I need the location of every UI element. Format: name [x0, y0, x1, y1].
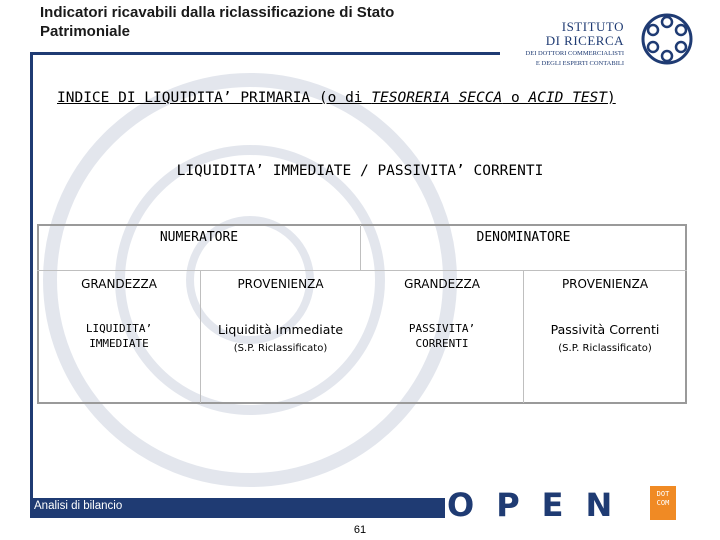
den-grandezza-line1: PASSIVITA’ — [408, 322, 476, 335]
num-provenienza-sub: (S.P. Riclassificato) — [233, 343, 328, 354]
badge-line1: DOT — [656, 490, 670, 498]
logo-line3: DEI DOTTORI COMMERCIALISTI — [525, 50, 624, 57]
column-header-grandezza-den: GRANDEZZA — [404, 277, 480, 291]
index-title-em2: ACID TEST — [528, 90, 608, 106]
index-title-em1: TESORERIA SECCA — [371, 90, 503, 106]
denominatore-header: DENOMINATORE — [476, 230, 571, 245]
institute-logo-text — [500, 20, 624, 68]
num-grandezza-line1: LIQUIDITA’ — [85, 322, 153, 335]
footer-label: Analisi di bilancio — [34, 500, 123, 512]
numeratore-header: NUMERATORE — [159, 230, 239, 245]
badge-line2: COM — [656, 499, 670, 507]
den-grandezza-line2: CORRENTI — [415, 337, 469, 350]
dot-com-badge-text — [650, 490, 676, 508]
logo-line1: ISTITUTO — [561, 19, 624, 34]
logo-line4: E DEGLI ESPERTI CONTABILI — [535, 60, 624, 67]
index-title-part1: INDICE DI LIQUIDITA’ PRIMARIA (o di — [57, 90, 372, 106]
index-title-part3: ) — [607, 90, 616, 106]
den-provenienza-sub: (S.P. Riclassificato) — [558, 343, 652, 354]
den-provenienza-value: Passività Correnti — [550, 322, 660, 337]
slide-title-line2: Patrimoniale — [40, 23, 131, 40]
column-header-provenienza-den: PROVENIENZA — [561, 277, 649, 291]
institute-emblem-icon — [640, 12, 694, 66]
den-grandezza-cell — [361, 321, 523, 351]
logo-line2: DI RICERCA — [545, 33, 624, 48]
den-provenienza-cell — [524, 322, 686, 354]
page-number: 61 — [353, 524, 367, 536]
open-brand-text: OPEN — [447, 486, 635, 522]
header-divider — [30, 52, 500, 55]
indicator-table — [37, 224, 687, 404]
slide-title — [40, 3, 510, 41]
open-brand-logo — [447, 486, 647, 522]
slide-title-line1: Indicatori ricavabili dalla riclassificazione di Stato — [40, 4, 395, 21]
num-grandezza-cell — [39, 321, 199, 351]
num-provenienza-cell — [201, 322, 360, 354]
num-grandezza-line2: IMMEDIATE — [89, 337, 149, 350]
index-title — [57, 88, 697, 109]
left-divider — [30, 52, 33, 500]
formula: LIQUIDITA’ IMMEDIATE / PASSIVITA’ CORRENTI — [176, 163, 544, 179]
column-header-grandezza-num: GRANDEZZA — [81, 277, 157, 291]
column-header-provenienza-num: PROVENIENZA — [237, 277, 324, 291]
num-provenienza-value: Liquidità Immediate — [217, 322, 344, 337]
table-header-divider — [37, 270, 687, 271]
index-title-part2: o — [502, 90, 529, 106]
